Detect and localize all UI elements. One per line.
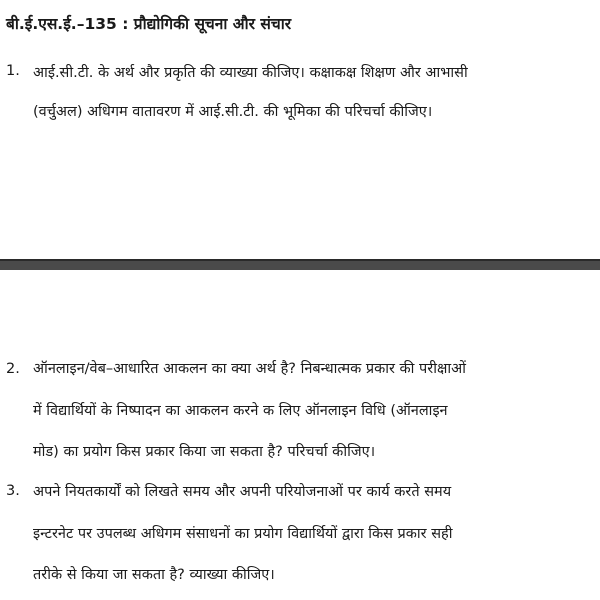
question-2-line-3: मोड) का प्रयोग किस प्रकार किया जा सकता है? परिचर्चा कीजिए। xyxy=(33,444,376,460)
question-3-number: 3. xyxy=(6,483,20,499)
question-1-line-2: (वर्चुअल) अधिगम वातावरण में आई.सी.टी. की भूमिका की परिचर्चा कीजिए। xyxy=(33,104,433,120)
question-3-line-1: अपने नियतकार्यों को लिखते समय और अपनी परियोजनाओं पर कार्य करते समय xyxy=(33,484,452,500)
question-3-line-2: इन्टरनेट पर उपलब्ध अधिगम संसाधनों का प्रयोग विद्यार्थियों द्वारा किस प्रकार सही xyxy=(33,526,453,542)
question-1-line-1: आई.सी.टी. के अर्थ और प्रकृति की व्याख्या कीजिए। कक्षाकक्ष शिक्षण और आभासी xyxy=(33,65,468,81)
question-2-line-2: में विद्यार्थियों के निष्पादन का आकलन करने क लिए ऑनलाइन विधि (ऑनलाइन xyxy=(33,403,448,419)
question-2-line-1: ऑनलाइन/वेब–आधारित आकलन का क्या अर्थ है? निबन्धात्मक प्रकार की परीक्षाओं xyxy=(33,361,466,377)
question-1-number: 1. xyxy=(6,63,20,79)
question-3-line-3: तरीके से किया जा सकता है? व्याख्या कीजिए। xyxy=(33,567,275,583)
page-divider xyxy=(0,259,600,270)
document-heading: बी.ई.एस.ई.–135 : प्रौद्योगिकी सूचना और संचार xyxy=(6,15,292,33)
question-2-number: 2. xyxy=(6,361,20,377)
